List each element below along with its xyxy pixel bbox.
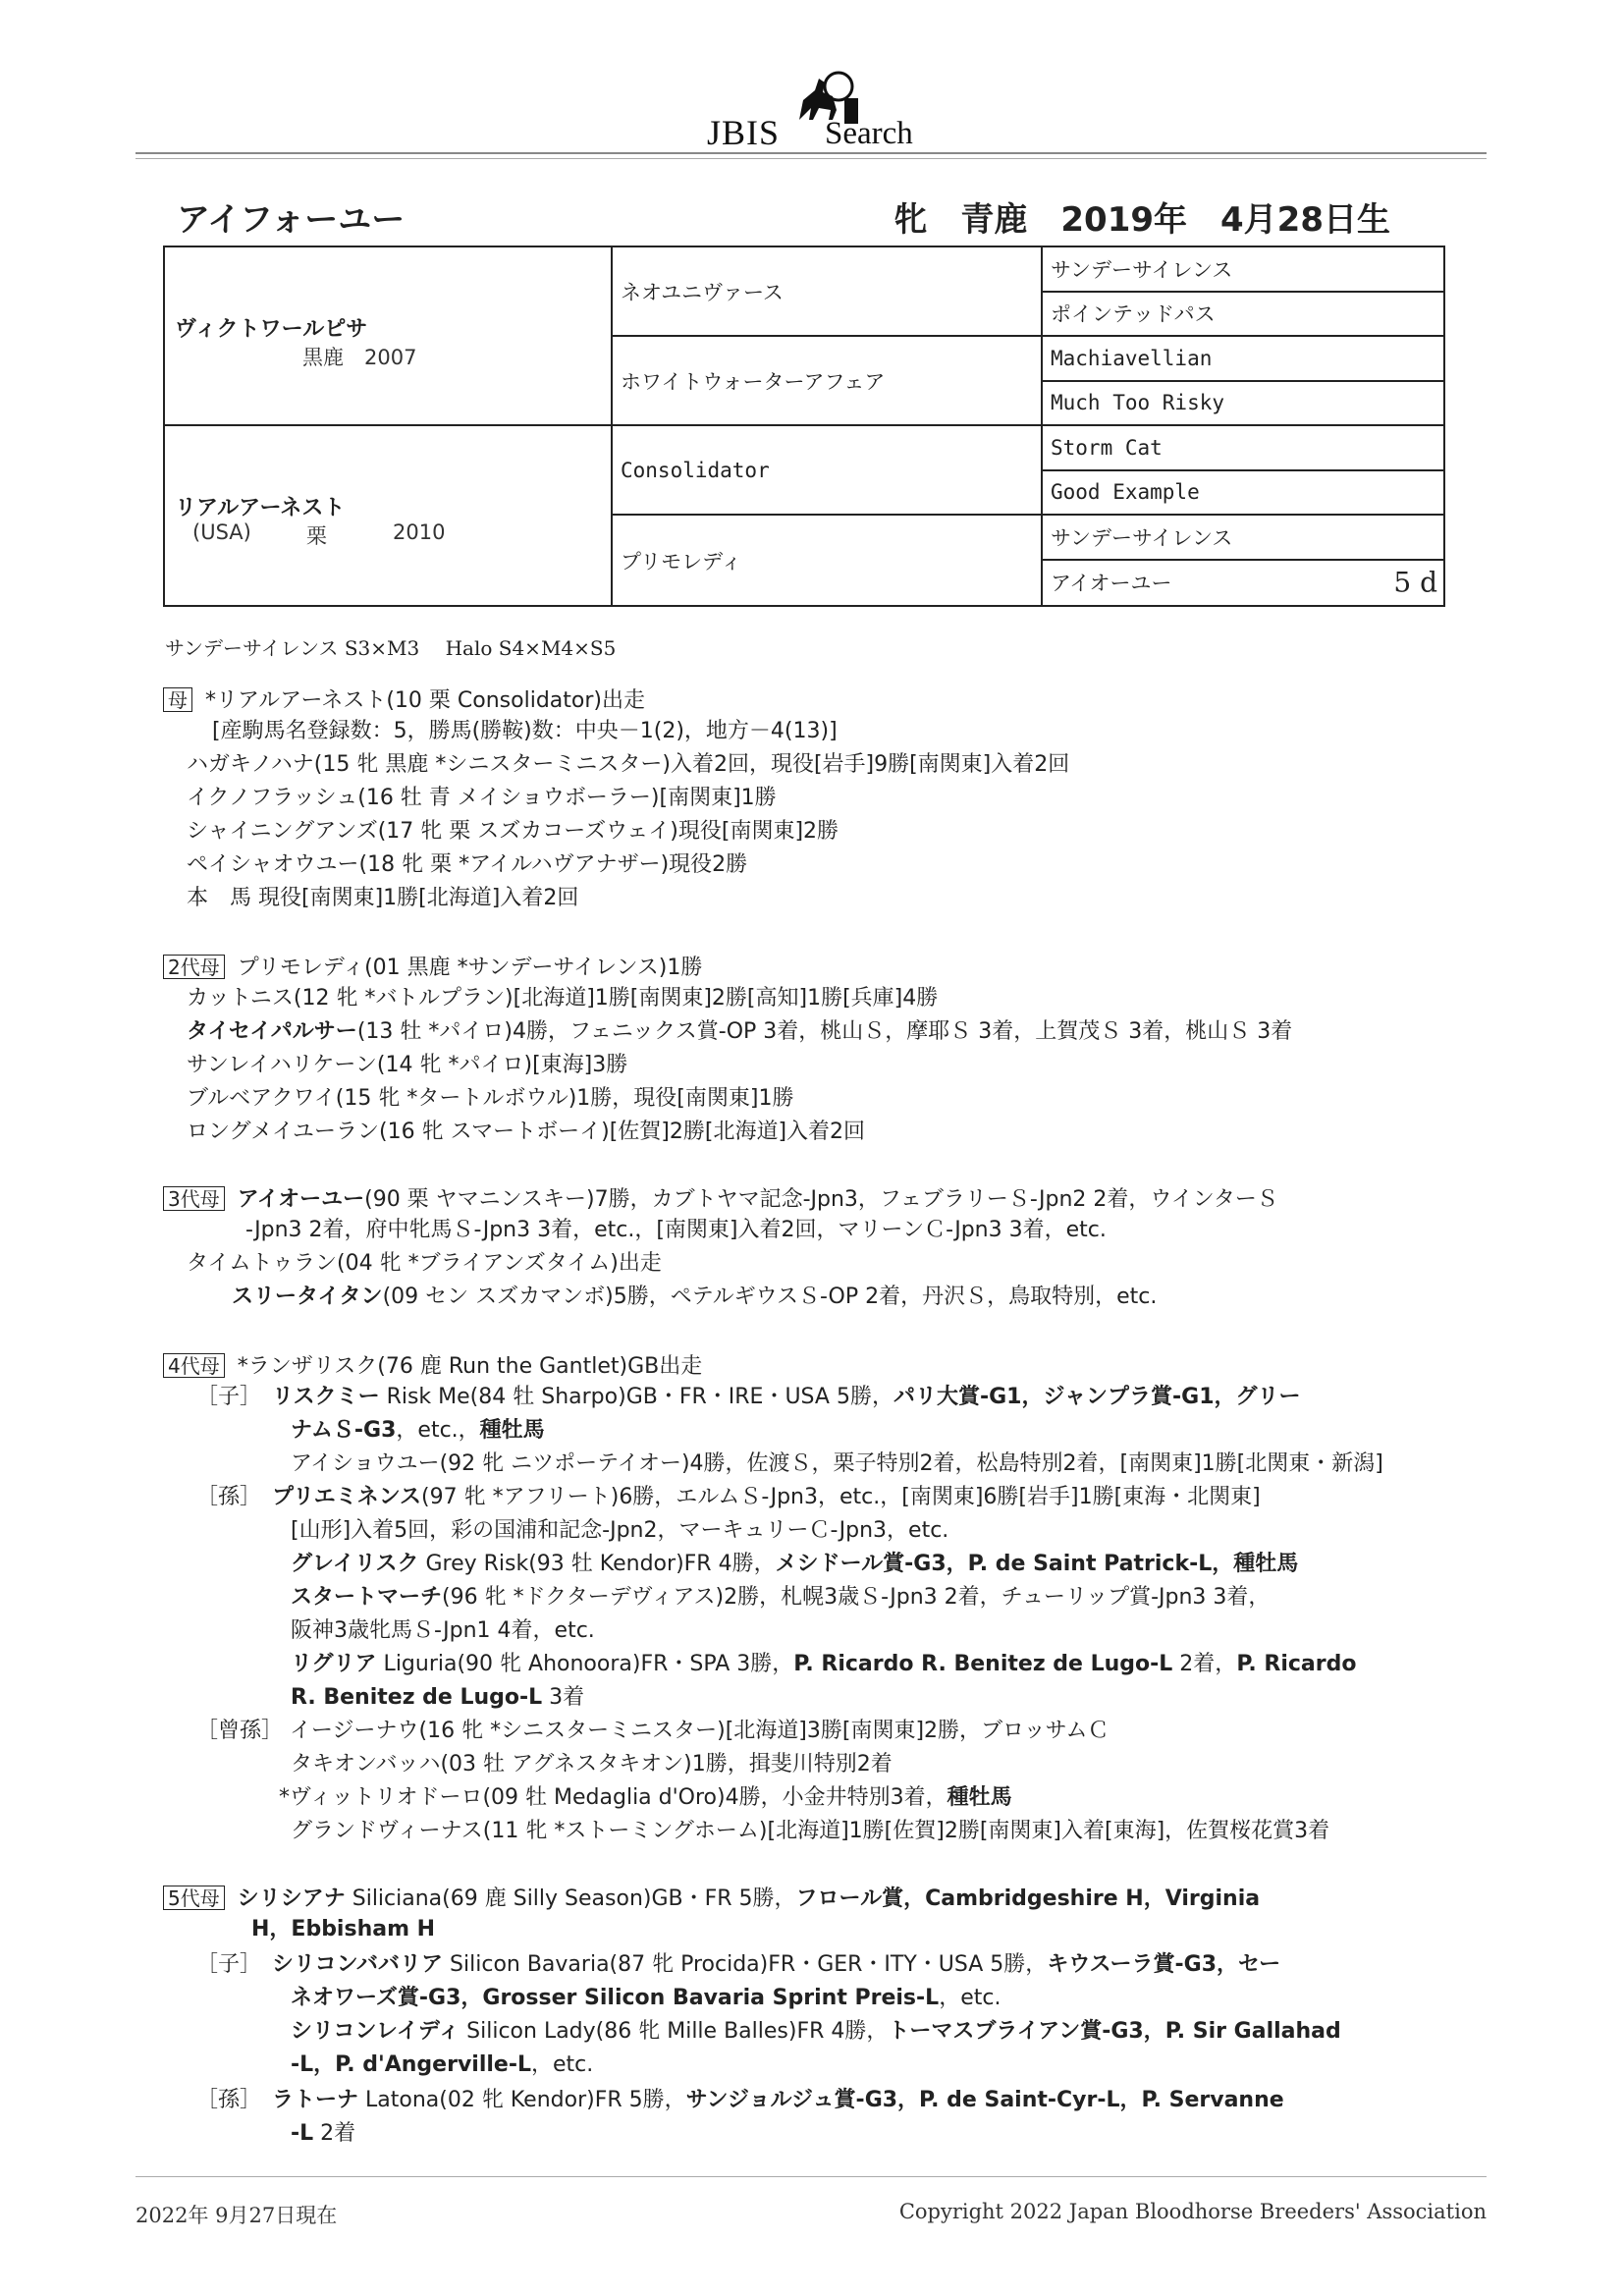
record-line: ［孫］ プリエミネンス(97 牝 *アフリート)6勝，エルムＳ-Jpn3，etc.，[南関東]6勝[岩手]1勝[東海・北関東] [196, 1485, 1261, 1509]
footer-rule [135, 2176, 1487, 2177]
generation-label-box: 2代母 [163, 955, 225, 979]
pedigree-gen2-cell [611, 247, 1041, 337]
record-line: ナムＳ-G3，etc.，種牡馬 [291, 1418, 545, 1443]
record-line: タイムトゥラン(04 牝 *ブライアンズタイム)出走 [187, 1251, 662, 1276]
logo-text-jbis: JBIS [707, 113, 781, 152]
record-line: タイセイパルサー(13 牡 *パイロ)4勝，フェニックス賞-OP 3着，桃山Ｓ，摩耶Ｓ 3着，上賀茂Ｓ 3着，桃山Ｓ 3着 [187, 1019, 1293, 1044]
record-line: ロングメイユーラン(16 牝 スマートボーイ)[佐賀]2勝[北海道]入着2回 [187, 1120, 866, 1144]
footer-date: 2022年 9月27日現在 [135, 2204, 338, 2227]
record-line: 本 馬 現役[南関東]1勝[北海道]入着2回 [187, 886, 579, 910]
record-line: 2代母 プリモレディ(01 黒鹿 *サンデーサイレンス)1勝 [163, 955, 702, 979]
pedigree-gen2-cell [611, 516, 1041, 605]
record-line: 4代母 *ランザリスク(76 鹿 Run the Gantlet)GB出走 [163, 1353, 702, 1378]
record-line: スタートマーチ(96 牝 *ドクターデヴィアス)2勝，札幌3歳Ｓ-Jpn3 2着，チューリップ賞-Jpn3 3着， [291, 1585, 1271, 1610]
gen2-name: プリモレディ [621, 549, 742, 574]
record-line: タキオンバッハ(03 牡 アグネスタキオン)1勝，揖斐川特別2着 [291, 1752, 893, 1777]
record-line: [山形]入着5回，彩の国浦和記念-Jpn2，マーキュリーＣ-Jpn3，etc. [291, 1518, 949, 1543]
dam-origin: (USA) [192, 520, 251, 544]
gen2-name: Consolidator [621, 458, 770, 482]
record-line: -Jpn3 2着，府中牝馬Ｓ-Jpn3 3着，etc.，[南関東]入着2回，マリーンＣ-Jpn3 3着，etc. [245, 1218, 1107, 1242]
pedigree-great-grandparents-column [1041, 247, 1443, 605]
gen2-name: ホワイトウォーターアフェア [621, 369, 886, 394]
dam-color: 栗 [306, 524, 327, 548]
pedigree-gen3-cell [1041, 426, 1443, 471]
horse-birth-info: 牝 青鹿 2019年 4月28日生 [893, 200, 1390, 240]
gen3-name: Machiavellian [1051, 346, 1213, 370]
record-line: カットニス(12 牝 *バトルプラン)[北海道]1勝[南関東]2勝[高知]1勝[兵庫]4勝 [187, 986, 939, 1011]
header-rule-thin [135, 158, 1487, 159]
record-line: 阪神3歳牝馬Ｓ-Jpn1 4着，etc. [291, 1618, 595, 1643]
record-line: アイショウユー(92 牝 ニツポーテイオー)4勝，佐渡Ｓ，栗子特別2着，松島特別2着，[南関東]1勝[北関東・新潟] [291, 1451, 1383, 1476]
record-line: イクノフラッシュ(16 牡 青 メイショウボーラー)[南関東]1勝 [187, 786, 777, 810]
generation-label-box: 5代母 [163, 1886, 225, 1910]
record-line: 5代母 シリシアナ Siliciana(69 鹿 Silly Season)GB・FR 5勝，フロール賞，Cambridgeshire H，Virginia [163, 1886, 1260, 1910]
jbis-search-logo [707, 61, 943, 154]
pedigree-gen3-cell [1041, 247, 1443, 293]
record-line: ［曾孫］ イージーナウ(16 牝 *シニスターミニスター)[北海道]3勝[南関東]2勝，ブロッサムＣ [196, 1719, 1110, 1743]
pedigree-sire-cell [165, 247, 611, 426]
generation-label-box: 母 [163, 687, 192, 712]
record-line: ［孫］ ラトーナ Latona(02 牝 Kendor)FR 5勝，サンジョルジュ賞-G3，P. de Saint-Cyr-L，P. Servanne [196, 2088, 1284, 2112]
record-line: ハガキノハナ(15 牝 黒鹿 *シニスターミニスター)入着2回，現役[岩手]9勝[南関東]入着2回 [187, 752, 1070, 777]
gen3-name: ポインテッドパス [1051, 302, 1216, 327]
record-line: -L 2着 [291, 2121, 356, 2146]
logo-text-search: Search [825, 116, 913, 151]
record-line: サンレイハリケーン(14 牝 *パイロ)[東海]3勝 [187, 1053, 628, 1077]
generation-label-box: 4代母 [163, 1353, 225, 1378]
record-line: [産駒馬名登録数：5，勝馬(勝鞍)数：中央－1(2)，地方－4(13)] [212, 719, 838, 743]
pedigree-gen3-cell [1041, 471, 1443, 517]
record-line: H，Ebbisham H [251, 1917, 436, 1941]
pedigree-gen3-cell [1041, 382, 1443, 427]
sire-name: ヴィクトワールピサ [175, 317, 368, 342]
record-line: R. Benitez de Lugo-L 3着 [291, 1685, 585, 1710]
inbreeding-info: サンデーサイレンス S3×M3 Halo S4×M4×S5 [165, 636, 617, 660]
pedigree-parents-column [165, 247, 613, 605]
gen3-name: Good Example [1051, 480, 1200, 505]
pedigree-dam-cell [165, 426, 611, 605]
horse-name: アイフォーユー [177, 200, 406, 240]
record-line: グレイリスク Grey Risk(93 牡 Kendor)FR 4勝，メシドール賞-G3，P. de Saint Patrick-L，種牡馬 [291, 1552, 1299, 1576]
record-line: ［子］ リスクミー Risk Me(84 牡 Sharpo)GB・FR・IRE・USA 5勝，パリ大賞-G1，ジャンプラ賞-G1，グリー [196, 1385, 1301, 1409]
gen3-name: サンデーサイレンス [1051, 257, 1233, 282]
footer-copyright: Copyright 2022 Japan Bloodhorse Breeders' Association [898, 2200, 1487, 2223]
pedigree-grandparents-column [611, 247, 1043, 605]
pedigree-gen2-cell [611, 337, 1041, 426]
gen3-name: Much Too Risky [1051, 391, 1225, 415]
record-line: *ヴィットリオドーロ(09 牡 Medaglia d'Oro)4勝，小金井特別3着，種牡馬 [279, 1785, 1012, 1810]
gen3-name: サンデーサイレンス [1051, 525, 1233, 550]
record-line: ［子］ シリコンババリア Silicon Bavaria(87 牝 Procida)FR・GER・ITY・USA 5勝，キウスーラ賞-G3，セー [196, 1952, 1281, 1977]
family-number: 5 d [1393, 566, 1437, 599]
record-line: グランドヴィーナス(11 牝 *ストーミングホーム)[北海道]1勝[佐賀]2勝[南関東]入着[東海]，佐賀桜花賞3着 [291, 1819, 1330, 1843]
pedigree-gen3-cell [1041, 293, 1443, 338]
pedigree-gen3-cell [1041, 561, 1443, 606]
record-line: 3代母 アイオーユー(90 栗 ヤマニンスキー)7勝，カブトヤマ記念-Jpn3，フェブラリーＳ-Jpn2 2着，ウインターＳ [163, 1186, 1278, 1211]
header-rule [135, 152, 1487, 154]
record-line: シリコンレイディ Silicon Lady(86 牝 Mille Balles)FR 4勝，トーマスブライアン賞-G3，P. Sir Gallahad [291, 2019, 1341, 2044]
pedigree-gen3-cell [1041, 516, 1443, 561]
pedigree-gen3-cell [1041, 337, 1443, 382]
gen3-name: アイオーユー [1051, 572, 1172, 596]
record-line: 母 *リアルアーネスト(10 栗 Consolidator)出走 [163, 687, 645, 712]
sire-detail: 黒鹿 2007 [302, 346, 417, 369]
record-line: -L，P. d'Angerville-L，etc. [291, 2052, 594, 2077]
record-line: リグリア Liguria(90 牝 Ahonoora)FR・SPA 3勝，P. Ricardo R. Benitez de Lugo-L 2着，P. Ricardo [291, 1652, 1357, 1676]
record-line: ブルベアクワイ(15 牝 *タートルボウル)1勝，現役[南関東]1勝 [187, 1086, 794, 1111]
gen2-name: ネオユニヴァース [621, 280, 784, 304]
gen3-name: Storm Cat [1051, 435, 1163, 460]
pedigree-table [163, 246, 1445, 607]
record-line: シャイニングアンズ(17 牝 栗 スズカコーズウェイ)現役[南関東]2勝 [187, 819, 839, 844]
record-line: ペイシャオウユー(18 牝 栗 *アイルハヴアナザー)現役2勝 [187, 852, 748, 877]
record-line: ネオワーズ賞-G3，Grosser Silicon Bavaria Sprint Preis-L，etc. [291, 1986, 1001, 2010]
dam-name: リアルアーネスト [175, 496, 346, 520]
dam-year: 2010 [393, 520, 446, 544]
pedigree-gen2-cell [611, 426, 1041, 516]
generation-label-box: 3代母 [163, 1186, 225, 1211]
record-line: スリータイタン(09 セン スズカマンボ)5勝，ペテルギウスＳ-OP 2着，丹沢Ｓ，鳥取特別，etc. [232, 1285, 1158, 1309]
